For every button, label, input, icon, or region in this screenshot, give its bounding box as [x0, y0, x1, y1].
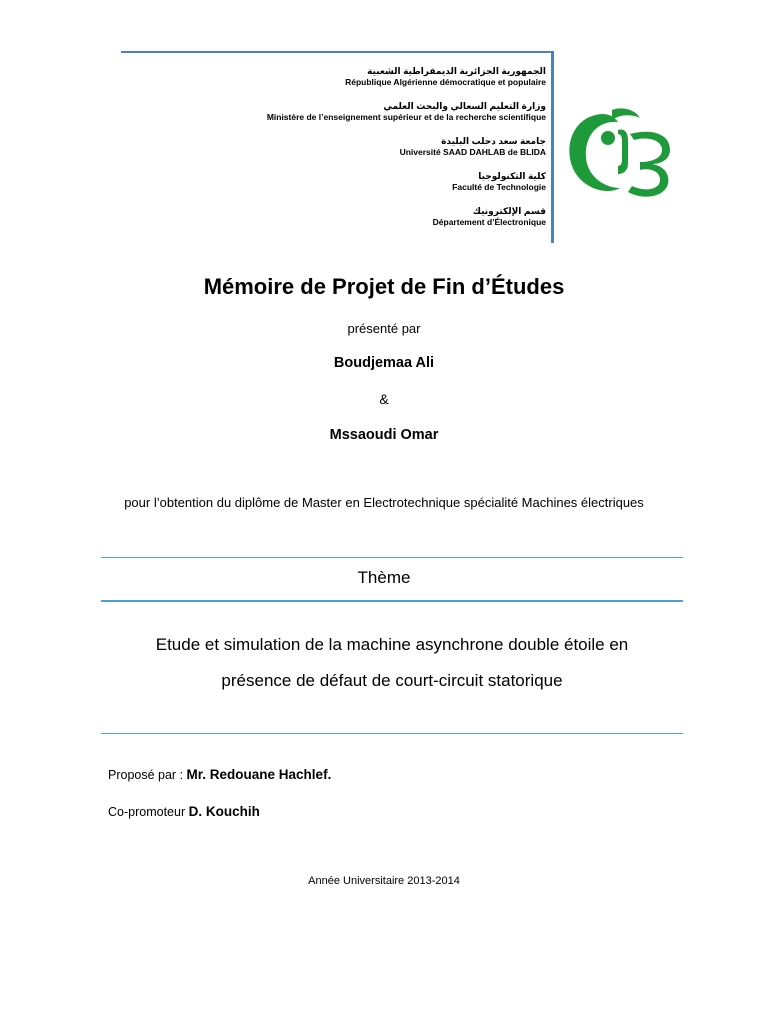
- header-faculty: [200, 171, 546, 193]
- header-university: [200, 136, 546, 158]
- header-republic-ar: الجمهورية الجزائرية الديمقراطية الشعبية: [367, 66, 546, 76]
- proposed-by: [108, 767, 331, 782]
- header-faculty-ar: كلية التكنولوجيا: [478, 171, 546, 181]
- diploma-statement: pour l’obtention du diplôme de Master en Electrotechnique spécialité Machines électriques: [124, 495, 644, 510]
- subject-bottom-rule: [101, 733, 683, 734]
- proposed-by-label: Proposé par :: [108, 768, 184, 782]
- copromoteur-label: Co-promoteur: [108, 805, 186, 819]
- author-1: Boudjemaa Ali: [333, 355, 435, 371]
- header-university-ar: جامعة سعد دحلب البليدة: [441, 136, 546, 146]
- academic-year: Année Universitaire 2013-2014: [308, 875, 460, 887]
- header-republic: [200, 66, 546, 88]
- header-department-fr: Département d’Électronique: [432, 217, 546, 227]
- header-top-rule: [121, 51, 553, 53]
- header-ministry-ar: وزارة التعليم السعالي والبحث العلمي: [383, 101, 546, 111]
- header-department-ar: قسم الإلكترونيك: [472, 206, 546, 216]
- copromoteur-name: D. Kouchih: [188, 804, 260, 819]
- page-title: Mémoire de Projet de Fin d’Études: [203, 274, 565, 299]
- university-logo-icon: [562, 104, 674, 200]
- header-republic-fr: République Algérienne démocratique et populaire: [345, 77, 546, 87]
- theme-bottom-rule: [101, 600, 683, 602]
- theme-top-rule: [101, 557, 683, 558]
- header-department: [200, 206, 546, 228]
- theme-label: Thème: [357, 568, 411, 587]
- header-ministry: [200, 101, 546, 123]
- subject-line-2: présence de défaut de court-circuit statorique: [221, 671, 563, 690]
- subject-line-1: Etude et simulation de la machine asynchrone double étoile en: [155, 635, 629, 654]
- header-faculty-fr: Faculté de Technologie: [452, 182, 546, 192]
- header-right-rule: [551, 51, 554, 243]
- header-university-fr: Université SAAD DAHLAB de BLIDA: [399, 147, 546, 157]
- header-ministry-fr: Ministère de l’enseignement supérieur et de la recherche scientifique: [266, 112, 546, 122]
- author-2: Mssaoudi Omar: [329, 427, 439, 443]
- ampersand: &: [379, 391, 389, 407]
- presented-by-label: présenté par: [347, 321, 421, 336]
- copromoteur: [108, 804, 260, 819]
- proposed-by-name: Mr. Redouane Hachlef.: [186, 767, 332, 782]
- subject-title: [100, 627, 684, 699]
